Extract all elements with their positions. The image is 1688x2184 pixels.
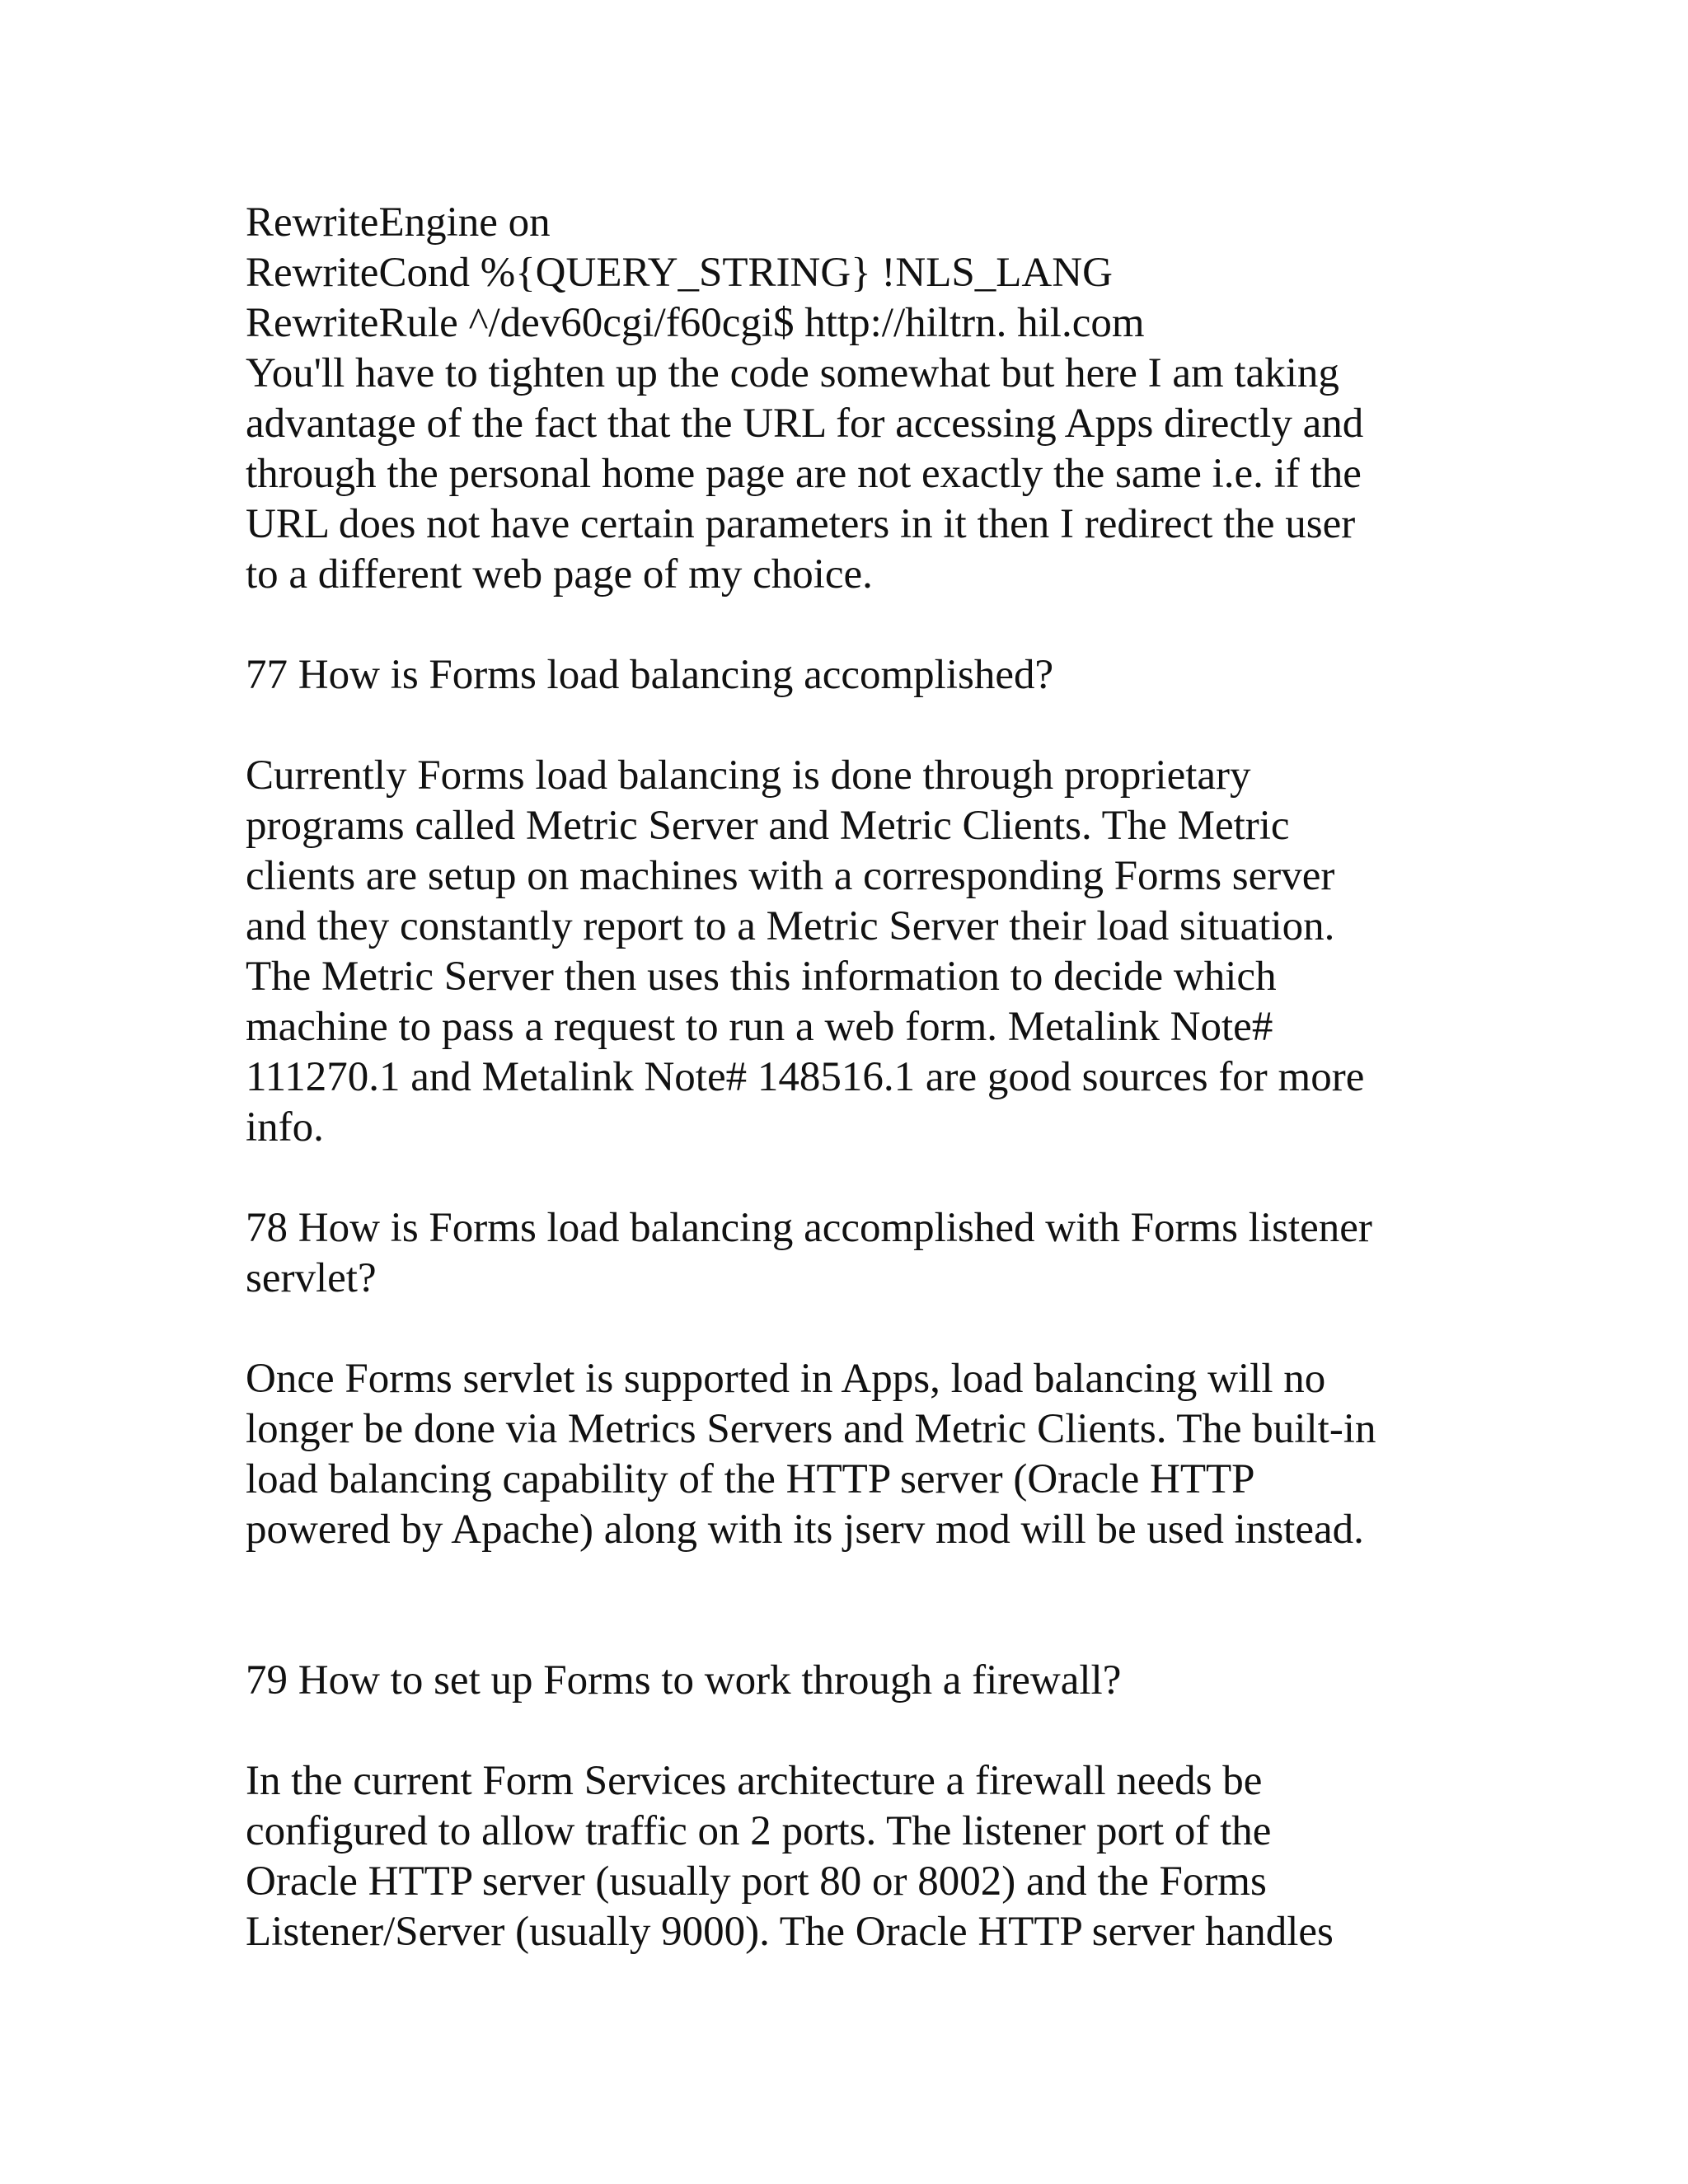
answer-78 — [246, 1354, 1465, 1555]
paragraph-line: machine to pass a request to run a web form. Metalink Note# — [246, 1004, 1273, 1050]
code-line: RewriteRule ^/dev60cgi/f60cgi$ http://hiltrn. hil.com — [246, 300, 1145, 346]
paragraph-line: In the current Form Services architecture a firewall needs be — [246, 1758, 1263, 1804]
intro-paragraph — [246, 349, 1465, 600]
answer-77 — [246, 751, 1465, 1153]
question-79 — [246, 1656, 1465, 1706]
paragraph-line: configured to allow traffic on 2 ports. The listener port of the — [246, 1808, 1272, 1854]
spacer — [246, 1153, 1465, 1203]
paragraph-line: through the personal home page are not exactly the same i.e. if the — [246, 451, 1362, 497]
paragraph-line: longer be done via Metrics Servers and Metric Clients. The built-in — [246, 1406, 1376, 1452]
paragraph-line: to a different web page of my choice. — [246, 551, 873, 598]
paragraph-line: powered by Apache) along with its jserv mod will be used instead. — [246, 1507, 1364, 1553]
code-block — [246, 198, 1465, 349]
paragraph-line: Listener/Server (usually 9000). The Oracle HTTP server handles — [246, 1909, 1334, 1955]
document-body — [246, 198, 1465, 1957]
question-heading: 78 How is Forms load balancing accomplished with Forms listener — [246, 1205, 1372, 1251]
spacer — [246, 1304, 1465, 1354]
paragraph-line: 111270.1 and Metalink Note# 148516.1 are good sources for more — [246, 1054, 1365, 1100]
paragraph-line: Oracle HTTP server (usually port 80 or 8002) and the Forms — [246, 1858, 1267, 1905]
paragraph-line: programs called Metric Server and Metric Clients. The Metric — [246, 803, 1290, 849]
paragraph-line: and they constantly report to a Metric Server their load situation. — [246, 903, 1335, 949]
spacer — [246, 1555, 1465, 1656]
paragraph-line: info. — [246, 1104, 324, 1151]
spacer — [246, 701, 1465, 751]
question-heading: 77 How is Forms load balancing accomplished? — [246, 652, 1054, 698]
question-heading: 79 How to set up Forms to work through a firewall? — [246, 1657, 1122, 1704]
paragraph-line: advantage of the fact that the URL for accessing Apps directly and — [246, 401, 1364, 447]
paragraph-line: clients are setup on machines with a corresponding Forms server — [246, 853, 1335, 899]
code-line: RewriteEngine on — [246, 199, 551, 246]
question-77 — [246, 650, 1465, 701]
spacer — [246, 1706, 1465, 1756]
paragraph-line: URL does not have certain parameters in it then I redirect the user — [246, 501, 1356, 547]
code-line: RewriteCond %{QUERY_STRING} !NLS_LANG — [246, 250, 1113, 296]
question-78 — [246, 1203, 1465, 1304]
question-heading: servlet? — [246, 1255, 377, 1301]
spacer — [246, 600, 1465, 650]
answer-79 — [246, 1756, 1465, 1957]
paragraph-line: You'll have to tighten up the code somewhat but here I am taking — [246, 350, 1339, 396]
paragraph-line: load balancing capability of the HTTP server (Oracle HTTP — [246, 1456, 1255, 1502]
paragraph-line: Once Forms servlet is supported in Apps, load balancing will no — [246, 1356, 1326, 1402]
paragraph-line: Currently Forms load balancing is done through proprietary — [246, 752, 1251, 799]
paragraph-line: The Metric Server then uses this information to decide which — [246, 954, 1277, 1000]
